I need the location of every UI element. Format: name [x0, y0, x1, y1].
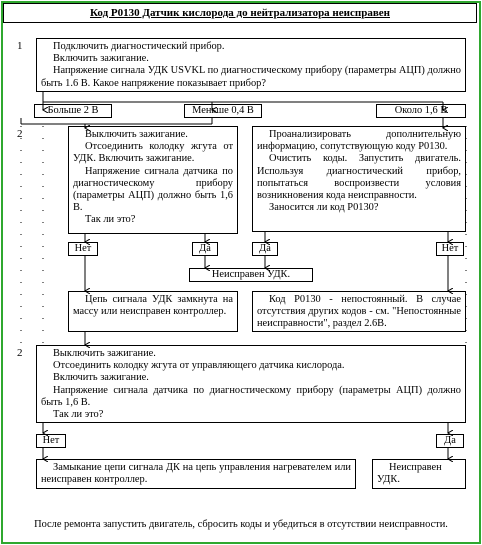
answer-no-3: Нет — [36, 434, 66, 448]
option-more-2v: Больше 2 В — [34, 104, 112, 118]
answer-yes-3: Да — [436, 434, 464, 448]
step1-box — [36, 38, 466, 92]
step3-line5: Так ли это? — [53, 409, 104, 421]
result-left-text: Цепь сигнала УДК замкнута на массу или неисправен контроллер. — [73, 294, 233, 318]
step2-left-box — [68, 126, 238, 234]
step1-line1: Подключить диагностический прибор. — [53, 41, 225, 52]
step-number-2a: 2 — [17, 128, 23, 140]
step2-right-box — [252, 126, 466, 232]
answer-yes-1: Да — [192, 242, 218, 256]
page-title: Код P0130 Датчик кислорода до нейтрализатора неисправен — [3, 3, 477, 23]
step1-line3: Напряжение сигнала УДК USVKL по диагностическому прибору (параметры АЦП) должно быть 1.6 В. Какое напряжение показывает прибор? — [41, 65, 461, 89]
step1-line2: Включить зажигание. — [53, 53, 149, 65]
step3-line3: Включить зажигание. — [53, 372, 149, 384]
answer-yes-2: Да — [252, 242, 278, 256]
result3-left-box — [36, 459, 356, 489]
step2-left-line2: Отсоединить колодку жгута от УДК. Включить зажигание. — [73, 141, 233, 165]
result-right-text: Код P0130 - непостоянный. В случае отсутствия других кодов - см. "Непостоянные неисправности", раздел 2.6В. — [257, 294, 461, 330]
step3-line1: Выключить зажигание. — [53, 348, 156, 359]
option-less-04v: Меньше 0,4 В — [184, 104, 262, 118]
step-number-1: 1 — [17, 40, 23, 52]
result3-right-box — [372, 459, 466, 489]
answer-no-2: Нет — [436, 242, 464, 256]
step-number-2b: 2 — [17, 347, 23, 359]
answer-no-1: Нет — [68, 242, 98, 256]
step3-box — [36, 345, 466, 423]
step2-left-line3: Напряжение сигнала датчика по диагностическому прибору (параметры АЦП) должно быть 1,6 В. — [73, 165, 233, 214]
step2-right-line2: Очистить коды. Запустить двигатель. Используя диагностический прибор, попытаться воспроизвести условия возникновения кода неисправности. — [257, 153, 461, 202]
option-about-16v: Около 1,6 В — [376, 104, 466, 118]
step2-right-line1: Проанализировать дополнительную информацию, сопутствующую коду P0130. — [257, 129, 461, 153]
footer-note: После ремонта запустить двигатель, сбросить коды и убедиться в отсутствии неисправности. — [34, 519, 448, 530]
result3-right-text: Неисправен УДК. — [377, 462, 442, 486]
result3-left-text: Замыкание цепи сигнала ДК на цепь управления нагревателем или неисправен контроллер. — [41, 462, 351, 486]
result-right-box — [252, 291, 466, 332]
step2-left-line1: Выключить зажигание. — [85, 129, 188, 140]
step3-line4: Напряжение сигнала датчика по диагностическому прибору (параметры АЦП) должно быть 1,6 В. — [41, 384, 461, 408]
result-left-box — [68, 291, 238, 332]
step2-left-line4: Так ли это? — [85, 214, 136, 226]
faulty-udk-label: Неисправен УДК. — [189, 268, 313, 282]
step2-right-line3: Заносится ли код P0130? — [269, 202, 379, 214]
step3-line2: Отсоединить колодку жгута от управляющего датчика кислорода. — [53, 360, 345, 372]
